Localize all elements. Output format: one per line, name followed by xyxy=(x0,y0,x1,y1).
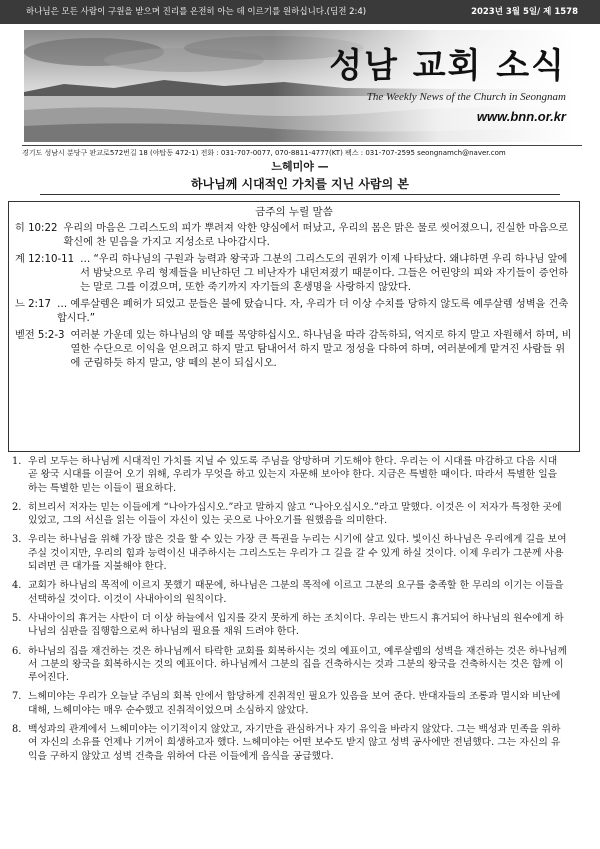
point-number: 5. xyxy=(12,612,22,624)
point-item xyxy=(12,533,568,573)
point-text: 히브리서 저자는 믿는 이들에게 “나아가십시오.”라고 말하지 않고 “나아오십시오.”라고 말했다. 이것은 이 저자가 특정한 곳에 있었고, 그의 서신을 읽는 이들이 자신이 있는 곳으로 나아오기를 원했음을 의미한다. xyxy=(28,501,562,527)
article-headline: 하나님께 시대적인 가치를 지닌 사람의 본 xyxy=(191,177,409,191)
verse-reference: 느 2:17 xyxy=(15,299,51,310)
newsletter-subtitle: The Weekly News of the Church in Seongnam xyxy=(366,91,566,103)
verse-item xyxy=(15,253,573,295)
point-number: 4. xyxy=(12,580,22,592)
verse-text: 여러분 가운데 있는 하나님의 양 떼를 목양하십시오. 하나님을 따라 감독하되, 억지로 하지 말고 자원해서 하며, 비열한 수단으로 이익을 얻으려고 하지 말고 탐내어서 하지 말고 정성을 다하여 하며, 여러분에게 맡겨진 사람들 위에 군림하듯 하지 말고, 양 떼의 본이 되십시오. xyxy=(70,330,572,369)
motto: 하나님은 모든 사람이 구원을 받으며 진리를 온전히 아는 데 이르기를 원하십니다.(딤전 2:4) xyxy=(26,7,367,17)
verse-item xyxy=(15,222,573,250)
point-item xyxy=(12,690,568,717)
website-link[interactable]: www.bnn.or.kr xyxy=(476,109,566,124)
verse-text: 우리의 마음은 그리스도의 피가 뿌려져 악한 양심에서 떠났고, 우리의 몸은 맑은 물로 씻어졌으니, 진실한 마음으로 확신에 찬 믿음을 가지고 지성소로 나아갑시다. xyxy=(63,223,568,248)
point-item xyxy=(12,723,568,763)
newsletter-title: 성남 교회 소식 xyxy=(329,46,566,86)
point-text: 하나님의 집을 재건하는 것은 하나님께서 타락한 교회를 회복하시는 것의 예표이고, 예루살렘의 성벽을 재건하는 것은 하나님께서 그분의 왕국을 회복하시는 것의 예표이다. 하나님께서 그분의 집을 건축하시는 것과 그분의 왕국을 건축하시는 것은 함께 이루어진다. xyxy=(28,645,567,684)
point-list xyxy=(12,455,568,769)
point-text: 느헤미야는 우리가 오늘날 주님의 회복 안에서 합당하게 진취적인 필요가 있음을 보여 준다. 반대자들의 조롱과 멸시와 비난에 대해, 느헤미야는 매우 순수했고 진취적이었으며 소심하지 않았다. xyxy=(28,691,561,716)
church-address: 경기도 성남시 분당구 판교로572번길 18 (야탑동 472-1) 전화 : 031-707-0077, 070-8811-4777(KT) 팩스 : 031-707-2595 seongnamch@naver.com xyxy=(22,145,582,158)
point-text: 우리 모두는 하나님께 시대적인 가치를 지닐 수 있도록 주님을 앙망하며 기도해야 한다. 우리는 이 시대를 마감하고 다음 시대 곧 왕국 시대를 이끌어 오기 위해, 우리가 무엇을 하고 있는지 자문해 보아야 한다. 지금은 특별한 때이다. 따라서 특별한 일을 하는 특별한 믿는 이들이 필요하다. xyxy=(28,456,558,494)
point-text: 우리는 하나님을 위해 가장 많은 것을 할 수 있는 가장 큰 특권을 누리는 시기에 살고 있다. 빛이신 하나님은 우리에게 길을 보여 주실 것이지만, 우리의 힘과 능력이신 내주하시는 그리스도는 우리가 그 길을 갈 수 있게 하실 것이다. 이제 우리가 그분께 사용되려면 큰 대가를 지불해야 한다. xyxy=(28,534,567,573)
verse-reference: 계 12:10-11 xyxy=(15,254,75,265)
book-heading: 느헤미야 — xyxy=(271,160,329,173)
verse-reference: 벧전 5:2-3 xyxy=(15,330,65,341)
scripture-box-title: 금주의 누릴 말씀 xyxy=(255,206,333,218)
point-number: 3. xyxy=(12,534,22,546)
point-number: 1. xyxy=(12,456,22,467)
point-number: 7. xyxy=(12,691,22,703)
issue-number: 2023년 3월 5일/ 제 1578 xyxy=(471,7,578,17)
point-item xyxy=(12,612,568,639)
point-number: 8. xyxy=(12,724,22,736)
point-text: 교회가 하나님의 목적에 이르지 못했기 때문에, 하나님은 그분의 목적에 이르고 그분의 요구를 충족할 한 무리의 이기는 이들을 선택하실 것이다. 이것이 사내아이의 원칙이다. xyxy=(28,580,564,605)
point-text: 사내아이의 휴거는 사탄이 더 이상 하늘에서 입지를 갖지 못하게 하는 조치이다. 우리는 반드시 휴거되어 하나님의 원수에게 하나님의 심판을 집행함으로써 하나님의 필요를 채워 드려야 한다. xyxy=(28,612,564,638)
point-number: 2. xyxy=(12,501,22,513)
top-bar xyxy=(0,0,600,24)
headline-divider xyxy=(40,194,560,195)
verse-text: … 예루살렘은 폐허가 되었고 문들은 불에 탔습니다. 자, 우리가 더 이상 수치를 당하지 않도록 예루살렘 성벽을 건축합시다.” xyxy=(56,299,569,324)
point-item xyxy=(12,501,568,528)
point-text: 백성과의 관계에서 느헤미야는 이기적이지 않았고, 자기만을 관심하거나 자기 유익을 바라지 않았다. 그는 백성과 민족을 위하여 자신의 소유를 언제나 기꺼이 희생하고자 했다. 느헤미야는 어떤 보수도 받지 않고 성벽 공사에만 전념했다. 그는 자신의 유익을 구하지 않았고 성벽 건축을 위하여 다른 이들에게 음식을 공급했다. xyxy=(28,724,561,762)
verse-item xyxy=(15,329,573,371)
verse-reference: 히 10:22 xyxy=(15,223,58,234)
point-item xyxy=(12,455,568,495)
point-number: 6. xyxy=(12,645,22,657)
point-item xyxy=(12,645,568,685)
verse-item xyxy=(15,298,573,326)
verse-text: … “우리 하나님의 구원과 능력과 왕국과 그분의 그리스도의 권위가 이제 나타났다. 왜냐하면 우리 하나님 앞에서 밤낮으로 우리 형제들을 비난하던 그 비난자가 내던져졌기 때문이다. 그들은 어린양의 피와 자기들이 증언하는 말로 그를 이겼으며, 또한 죽기까지 자기들의 혼생명을 사랑하지 않았다. xyxy=(80,254,569,293)
scripture-box xyxy=(8,201,580,452)
point-item xyxy=(12,579,568,606)
